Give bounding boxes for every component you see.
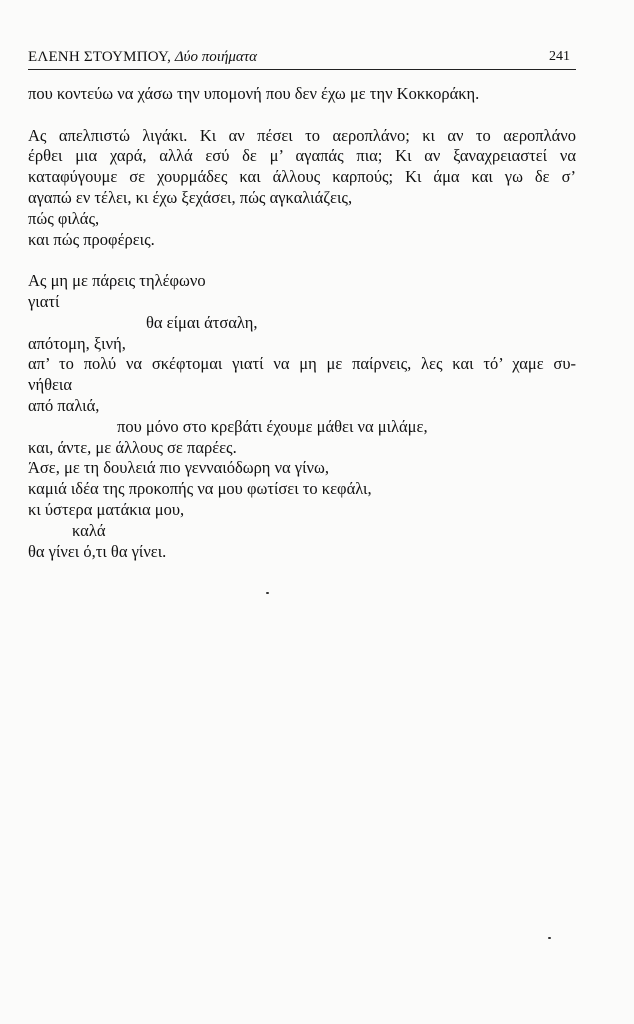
scan-speck <box>266 592 269 594</box>
stanza-gap <box>28 250 576 271</box>
scan-speck <box>548 937 551 939</box>
text-line: Ας μη με πάρεις τηλέφωνο <box>28 271 206 291</box>
text-line: απ’ το πολύ να σκέφτομαι γιατί να μη με παίρνεις, λες και τό’ χαμε συ- <box>28 354 576 374</box>
text-line: Άσε, με τη δουλειά πιο γενναιόδωρη να γίνω, <box>28 458 329 478</box>
text-line: θα γίνει ό,τι θα γίνει. <box>28 541 167 561</box>
text-line: αγαπώ εν τέλει, κι έχω ξεχάσει, πώς αγκαλιάζεις, <box>28 187 353 207</box>
text-line: κι ύστερα ματάκια μου, <box>28 499 185 519</box>
text-line: που κοντεύω να χάσω την υπομονή που δεν έχω με την Κοκκοράκη. <box>28 84 480 103</box>
text-line: από παλιά, <box>28 395 100 415</box>
header-rule <box>28 69 576 70</box>
text-line: απότομη, ξινή, <box>28 333 126 353</box>
text-line: πώς φιλάς, <box>28 208 100 228</box>
text-line: νήθεια <box>28 375 73 395</box>
text-line: καλά <box>72 520 106 540</box>
stanza-gap <box>28 105 576 126</box>
text-line: και, άντε, με άλλους σε παρέες. <box>28 437 237 457</box>
text-line: θα είμαι άτσαλη, <box>146 312 258 332</box>
running-header <box>28 46 574 68</box>
text-line: καμιά ιδέα της προκοπής να μου φωτίσει το κεφάλι, <box>28 479 372 499</box>
page-number: 241 <box>549 49 570 64</box>
header-author: ΕΛΕΝΗ ΣΤΟΥΜΠΟΥ, <box>28 49 172 65</box>
header-work-title: Δύο ποιήματα <box>174 49 258 65</box>
text-line: που μόνο στο κρεβάτι έχουμε μάθει να μιλάμε, <box>117 416 428 436</box>
text-line: έρθει μια χαρά, αλλά εσύ δε μ’ αγαπάς πια; Κι αν ξαναχρειαστεί να <box>28 146 576 166</box>
text-line: γιατί <box>28 291 60 311</box>
text-line: και πώς προφέρεις. <box>28 229 155 249</box>
poem-text <box>28 84 576 562</box>
text-line: καταφύγουμε σε χουρμάδες και άλλους καρπούς; Κι άμα και γω δε σ’ <box>28 167 576 187</box>
text-line: Ας απελπιστώ λιγάκι. Κι αν πέσει το αεροπλάνο; κι αν το αεροπλάνο <box>28 125 576 145</box>
